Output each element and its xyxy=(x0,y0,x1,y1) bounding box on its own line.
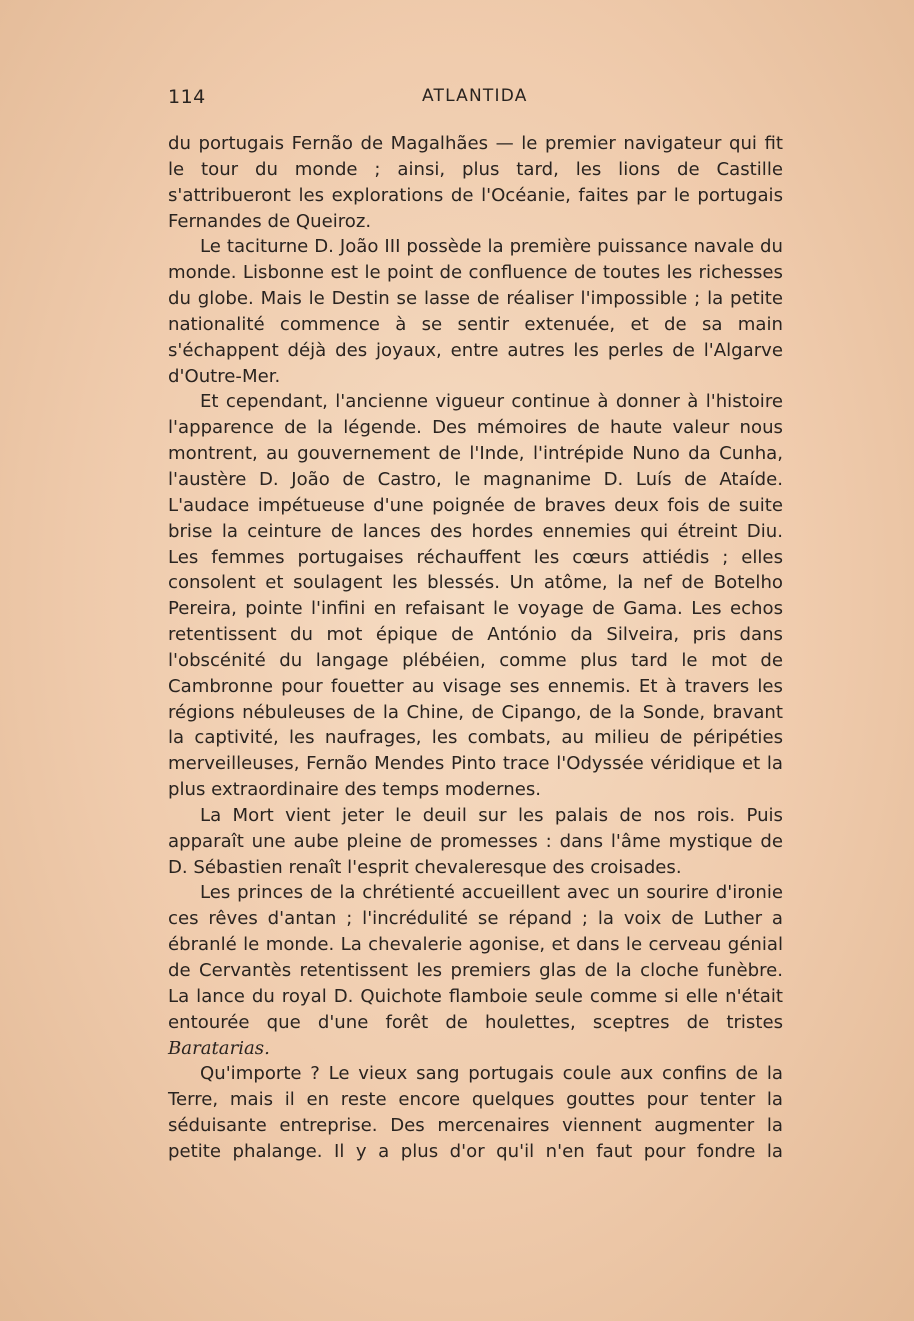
paragraph-1: du portugais Fernão de Magalhães — le premier navigateur qui fit le tour du monde ; ainsi, plus tard, les lions de Castille s'attribueront les explorations de l'Océanie, faites par le portugais Fernandes de Queiroz. xyxy=(168,133,783,232)
page-number: 114 xyxy=(168,86,206,108)
paragraph-6: Qu'importe ? Le vieux sang portugais coule aux confins de la Terre, mais il en reste encore quelques gouttes pour tenter la séduisante entreprise. Des mercenaires viennent augmenter la petite phalange. Il y a plus d'or qu'il n'en faut pour fondre la xyxy=(168,1063,783,1162)
page-header xyxy=(168,86,783,112)
paragraph-2: Le taciturne D. João III possède la première puissance navale du monde. Lisbonne est le point de confluence de toutes les richesses du globe. Mais le Destin se lasse de réaliser l'impossible ; la petite nationalité commence à se sentir extenuée, et de sa main s'échappent déjà des joyaux, entre autres les perles de l'Algarve d'Outre-Mer. xyxy=(168,236,783,387)
italic-phrase: Baratarias. xyxy=(168,1037,270,1059)
running-title: ATLANTIDA xyxy=(422,86,528,106)
body-text xyxy=(168,131,783,1165)
paragraph-5-text: Les princes de la chrétienté accueillent avec un sourire d'ironie ces rêves d'antan ; l'incrédulité se répand ; la voix de Luther a ébranlé le monde. La chevalerie agonise, et dans le cerveau génial de Cervantès retentissent les premiers glas de la cloche funèbre. La lance du royal D. Quichote flamboie seule comme si elle n'était entourée que d'une forêt de houlettes, sceptres de tristes xyxy=(168,882,783,1033)
paragraph-5 xyxy=(168,880,783,1061)
paragraph-4: La Mort vient jeter le deuil sur les palais de nos rois. Puis apparaît une aube pleine de promesses : dans l'âme mystique de D. Sébastien renaît l'esprit chevaleresque des croisades. xyxy=(168,804,783,878)
paragraph-3: Et cependant, l'ancienne vigueur continue à donner à l'histoire l'apparence de la légende. Des mémoires de haute valeur nous montrent, au gouvernement de l'Inde, l'intrépide Nuno da Cunha, l'austère D. João de Castro, le magnanime D. Luís de Ataíde. L'audace impétueuse d'une poignée de braves deux fois de suite brise la ceinture de lances des hordes ennemies qui étreint Diu. Les femmes portugaises réchauffent les cœurs attiédis ; elles consolent et soulagent les blessés. Un atôme, la nef de Botelho Pereira, pointe l'infini en refaisant le voyage de Gama. Les echos retentissent du mot épique de António da Silveira, pris dans l'obscénité du langage plébéien, comme plus tard le mot de Cambronne pour fouetter au visage ses ennemis. Et à travers les régions nébuleuses de la Chine, de Cipango, de la Sonde, bravant la captivité, les naufrages, les combats, au milieu de péripéties merveilleuses, Fernão Mendes Pinto trace l'Odyssée véridique et la plus extraordinaire des temps modernes. xyxy=(168,391,783,801)
